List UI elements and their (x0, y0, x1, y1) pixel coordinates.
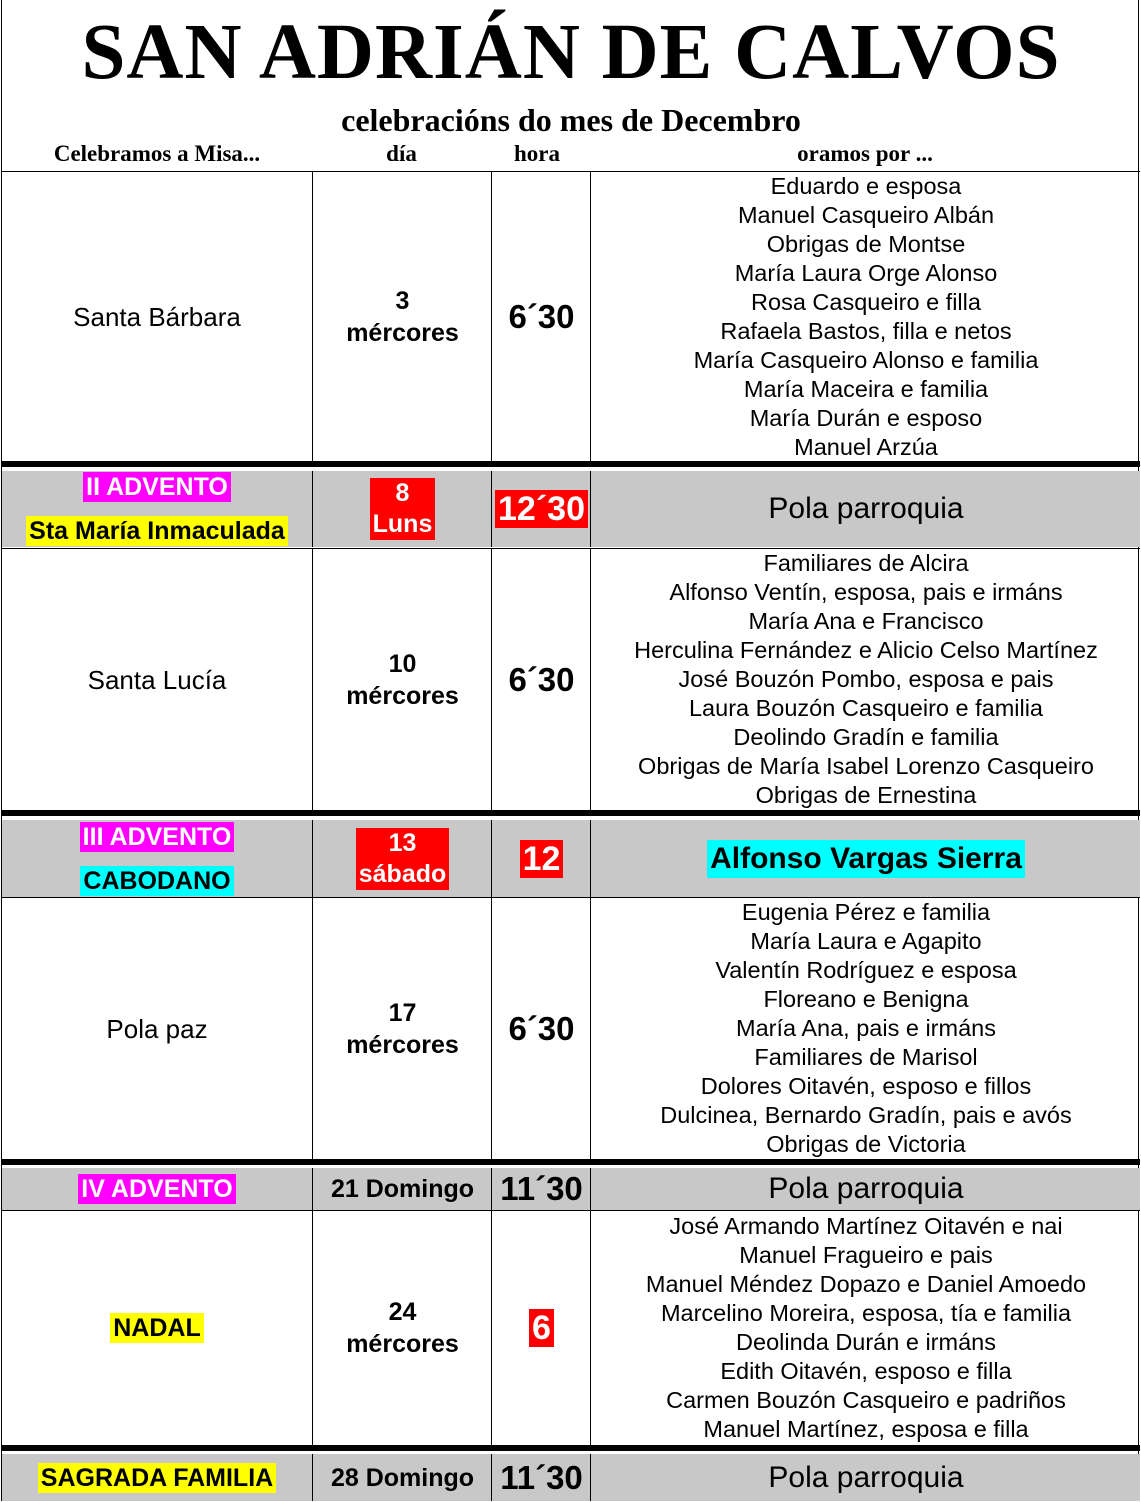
mass-hour: 6´30 (508, 297, 575, 335)
table-row (2, 549, 1140, 810)
hour-cell (491, 1454, 591, 1501)
month-subtitle: celebracións do mes de Decembro (341, 102, 801, 138)
intention-item: María Ana, pais e irmáns (736, 1015, 996, 1041)
intention-item: Dulcinea, Bernardo Gradín, pais e avós (660, 1102, 1072, 1128)
intention-item: Obrigas de Ernestina (755, 782, 977, 808)
intention-item: María Ana e Francisco (748, 608, 984, 634)
mass-hour: 11´30 (500, 1170, 583, 1207)
intention-item: María Laura e Agapito (750, 928, 982, 954)
intentions-cell (590, 1454, 1141, 1501)
intentions-cell (590, 820, 1141, 897)
intention-item: Eugenia Pérez e familia (741, 899, 991, 925)
intentions-list (590, 549, 1141, 810)
intention-item: Alfonso Vargas Sierra (707, 840, 1025, 878)
intention-item: Manuel Méndez Dopazo e Daniel Amoedo (645, 1271, 1087, 1297)
intention-item: Pola parroquia (768, 1172, 964, 1205)
intention-item: Dolores Oitavén, esposo e fillos (700, 1073, 1032, 1099)
weekday: mércores (346, 1330, 459, 1358)
table-rule (2, 1445, 1140, 1451)
celebration-name: Santa Bárbara (73, 301, 241, 332)
weekday: Luns (372, 510, 433, 538)
intentions-cell (590, 471, 1141, 547)
intention-item: José Armando Martínez Oitavén e nai (669, 1213, 1063, 1239)
table-rule (2, 461, 1140, 467)
day-cell (312, 471, 492, 547)
day-number: 3 (395, 286, 410, 315)
schedule-sheet (1, 0, 1139, 1501)
intentions-list (590, 1211, 1141, 1445)
intention-item: María Laura Orge Alonso (734, 259, 998, 286)
celebration-cell (2, 549, 312, 810)
intention-item: María Maceira e familia (743, 375, 989, 402)
intentions-list (590, 898, 1141, 1159)
intention-item: Pola parroquia (768, 492, 964, 525)
day-cell (312, 1168, 492, 1210)
hour-cell (491, 471, 591, 547)
header-intentions: oramos por ... (797, 141, 933, 166)
weekday: sábado (358, 859, 447, 888)
intention-item: María Casqueiro Alonso e familia (693, 346, 1039, 373)
intention-item: Obrigas de Victoria (766, 1131, 966, 1157)
intention-item: Deolinda Durán e irmáns (736, 1329, 996, 1355)
table-row (2, 1454, 1140, 1501)
hour-cell (491, 549, 591, 810)
intention-item: Valentín Rodríguez e esposa (715, 957, 1017, 983)
intention-item: Marcelino Moreira, esposa, tía e familia (660, 1300, 1072, 1326)
celebration-cell (2, 898, 312, 1159)
celebration-label: III ADVENTO (80, 822, 235, 852)
intention-item: Manuel Fragueiro e pais (739, 1242, 993, 1268)
celebration-name: Sta María Inmaculada (26, 516, 288, 546)
hour-cell (491, 1168, 591, 1210)
day-label: 28 Domingo (330, 1463, 475, 1492)
intention-item: Obrigas de Montse (766, 230, 966, 257)
table-row (2, 820, 1140, 897)
hour-cell (491, 898, 591, 1159)
celebration-cell (2, 1211, 312, 1445)
table-row (2, 471, 1140, 547)
intention-item: Eduardo e esposa (770, 172, 962, 199)
mass-hour: 12 (520, 840, 564, 878)
celebration-name: CABODANO (80, 866, 233, 896)
day-cell (312, 172, 492, 461)
table-rule (2, 1159, 1140, 1165)
table-row (2, 1168, 1140, 1210)
day-number: 17 (388, 998, 417, 1027)
mass-hour: 12´30 (495, 490, 588, 528)
intention-item: Manuel Arzúa (794, 433, 938, 460)
intention-item: María Durán e esposo (749, 404, 983, 431)
intention-item: Manuel Casqueiro Albán (737, 201, 995, 228)
celebration-name: SAGRADA FAMILIA (38, 1463, 276, 1493)
celebration-cell (2, 820, 312, 897)
celebration-label: II ADVENTO (83, 472, 231, 502)
day-number: 10 (388, 649, 417, 678)
celebration-name: Santa Lucía (87, 664, 227, 695)
intention-item: Carmen Bouzón Casqueiro e padriños (666, 1387, 1066, 1413)
intention-item: Floreano e Benigna (763, 986, 969, 1012)
day-label: 21 Domingo (330, 1175, 475, 1203)
parish-title: SAN ADRIÁN DE CALVOS (81, 9, 1061, 96)
table-rule (2, 810, 1140, 816)
celebration-name: Pola paz (106, 1013, 208, 1044)
celebration-cell (2, 172, 312, 461)
intention-item: Laura Bouzón Casqueiro e familia (688, 695, 1043, 721)
mass-hour: 6 (529, 1309, 554, 1347)
intention-item: Familiares de Marisol (754, 1044, 978, 1070)
header-hour: hora (514, 141, 560, 166)
celebration-name: NADAL (110, 1313, 204, 1343)
mass-hour: 11´30 (500, 1458, 583, 1496)
day-badge (356, 828, 450, 890)
table-row (2, 1211, 1140, 1445)
intention-item: Rosa Casqueiro e filla (751, 288, 981, 315)
day-cell (312, 1454, 492, 1501)
day-badge (370, 478, 436, 540)
celebration-cell (2, 1454, 312, 1501)
day-cell (312, 898, 492, 1159)
weekday: mércores (346, 681, 459, 710)
intention-item: Deolindo Gradín e familia (733, 724, 999, 750)
intention-item: Familiares de Alcira (763, 550, 969, 576)
intentions-cell (590, 1168, 1141, 1210)
day-number: 24 (388, 1298, 417, 1326)
intention-item: Alfonso Ventín, esposa, pais e irmáns (669, 579, 1063, 605)
celebration-label: IV ADVENTO (78, 1174, 235, 1204)
intention-item: Manuel Martínez, esposa e filla (703, 1416, 1029, 1442)
celebration-cell (2, 471, 312, 547)
intention-item: Edith Oitavén, esposo e filla (720, 1358, 1012, 1384)
weekday: mércores (346, 318, 459, 347)
header-celebration: Celebramos a Misa... (53, 141, 261, 166)
intention-item: José Bouzón Pombo, esposa e pais (678, 666, 1054, 692)
table-row (2, 898, 1140, 1159)
mass-hour: 6´30 (508, 1009, 575, 1047)
day-cell (312, 820, 492, 897)
day-number: 8 (395, 479, 410, 507)
intention-item: Pola parroquia (768, 1460, 964, 1494)
day-cell (312, 1211, 492, 1445)
day-number: 13 (388, 828, 417, 857)
table-row (2, 172, 1140, 461)
header-day: día (386, 141, 417, 166)
intentions-list (590, 172, 1141, 461)
weekday: mércores (346, 1030, 459, 1059)
mass-hour: 6´30 (508, 660, 575, 698)
day-cell (312, 549, 492, 810)
hour-cell (491, 172, 591, 461)
intention-item: Rafaela Bastos, filla e netos (720, 317, 1012, 344)
hour-cell (491, 1211, 591, 1445)
hour-cell (491, 820, 591, 897)
celebration-cell (2, 1168, 312, 1210)
intention-item: Herculina Fernández e Alicio Celso Martínez (634, 637, 1098, 663)
intention-item: Obrigas de María Isabel Lorenzo Casqueiro (638, 753, 1094, 779)
